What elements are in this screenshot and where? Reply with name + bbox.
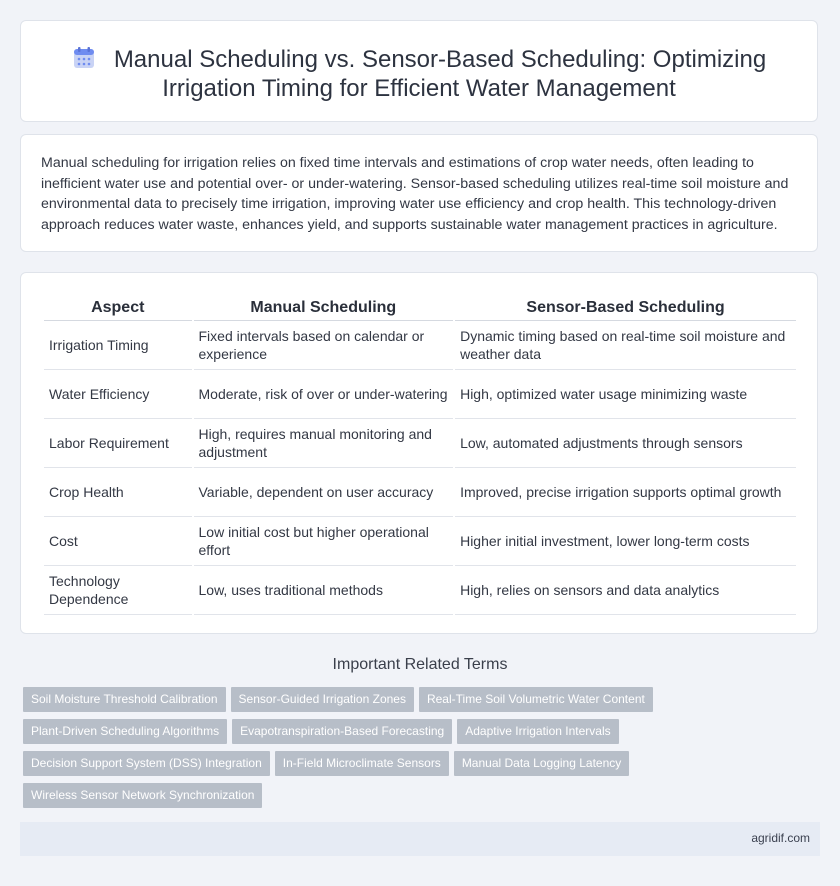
table-cell: Irrigation Timing	[44, 321, 192, 370]
table-cell: Improved, precise irrigation supports optimal growth	[455, 468, 796, 517]
table-cell: Fixed intervals based on calendar or experience	[194, 321, 454, 370]
related-term-tag[interactable]: Real-Time Soil Volumetric Water Content	[419, 687, 653, 712]
table-cell: Moderate, risk of over or under-watering	[194, 370, 454, 419]
calendar-icon	[72, 46, 96, 70]
title-line-2: Irrigation Timing for Efficient Water Management	[162, 75, 676, 102]
table-row	[44, 419, 796, 468]
table-cell: Cost	[44, 517, 192, 566]
related-term-tag[interactable]: Wireless Sensor Network Synchronization	[23, 783, 262, 808]
table-row	[44, 321, 796, 370]
related-term-tag[interactable]: In-Field Microclimate Sensors	[275, 751, 449, 776]
column-header-aspect: Aspect	[44, 297, 192, 321]
table-cell: High, optimized water usage minimizing waste	[455, 370, 796, 419]
column-header-sensor: Sensor-Based Scheduling	[455, 297, 796, 321]
related-terms-list	[23, 687, 823, 815]
column-header-manual: Manual Scheduling	[194, 297, 454, 321]
table-header-row	[44, 297, 796, 321]
table-cell: Low, uses traditional methods	[194, 566, 454, 615]
intro-paragraph: Manual scheduling for irrigation relies on fixed time intervals and estimations of crop water needs, often leading to inefficient water use and potential over- or under-watering. Sensor-based scheduling utilizes real-time soil moisture and environmental data to precisely time irrigation, improving water use efficiency and crop health. This technology-driven approach reduces water waste, enhances yield, and supports sustainable water management practices in agriculture.	[41, 155, 789, 233]
table-row	[44, 517, 796, 566]
table-cell: Labor Requirement	[44, 419, 192, 468]
intro-card	[20, 134, 818, 252]
table-cell: Low, automated adjustments through sensors	[455, 419, 796, 468]
table-row	[44, 468, 796, 517]
table-cell: Crop Health	[44, 468, 192, 517]
table-cell: Technology Dependence	[44, 566, 192, 615]
table-cell: Dynamic timing based on real-time soil moisture and weather data	[455, 321, 796, 370]
page-title	[21, 45, 817, 103]
related-term-tag[interactable]: Adaptive Irrigation Intervals	[457, 719, 618, 744]
related-term-tag[interactable]: Plant-Driven Scheduling Algorithms	[23, 719, 227, 744]
table-cell: High, requires manual monitoring and adjustment	[194, 419, 454, 468]
header-card	[20, 20, 818, 122]
comparison-card	[20, 272, 818, 634]
related-terms-heading: Important Related Terms	[332, 656, 508, 673]
table-cell: Higher initial investment, lower long-term costs	[455, 517, 796, 566]
related-term-tag[interactable]: Soil Moisture Threshold Calibration	[23, 687, 226, 712]
related-term-tag[interactable]: Decision Support System (DSS) Integration	[23, 751, 270, 776]
related-term-tag[interactable]: Sensor-Guided Irrigation Zones	[231, 687, 414, 712]
related-term-tag[interactable]: Evapotranspiration-Based Forecasting	[232, 719, 452, 744]
table-cell: Low initial cost but higher operational effort	[194, 517, 454, 566]
table-row	[44, 566, 796, 615]
related-term-tag[interactable]: Manual Data Logging Latency	[454, 751, 629, 776]
table-cell: Variable, dependent on user accuracy	[194, 468, 454, 517]
footer	[20, 822, 820, 856]
comparison-table	[42, 297, 798, 615]
table-cell: High, relies on sensors and data analytics	[455, 566, 796, 615]
footer-site-link[interactable]: agridif.com	[751, 831, 810, 845]
title-line-1: Manual Scheduling vs. Sensor-Based Scheduling: Optimizing	[113, 46, 767, 73]
table-row	[44, 370, 796, 419]
table-cell: Water Efficiency	[44, 370, 192, 419]
